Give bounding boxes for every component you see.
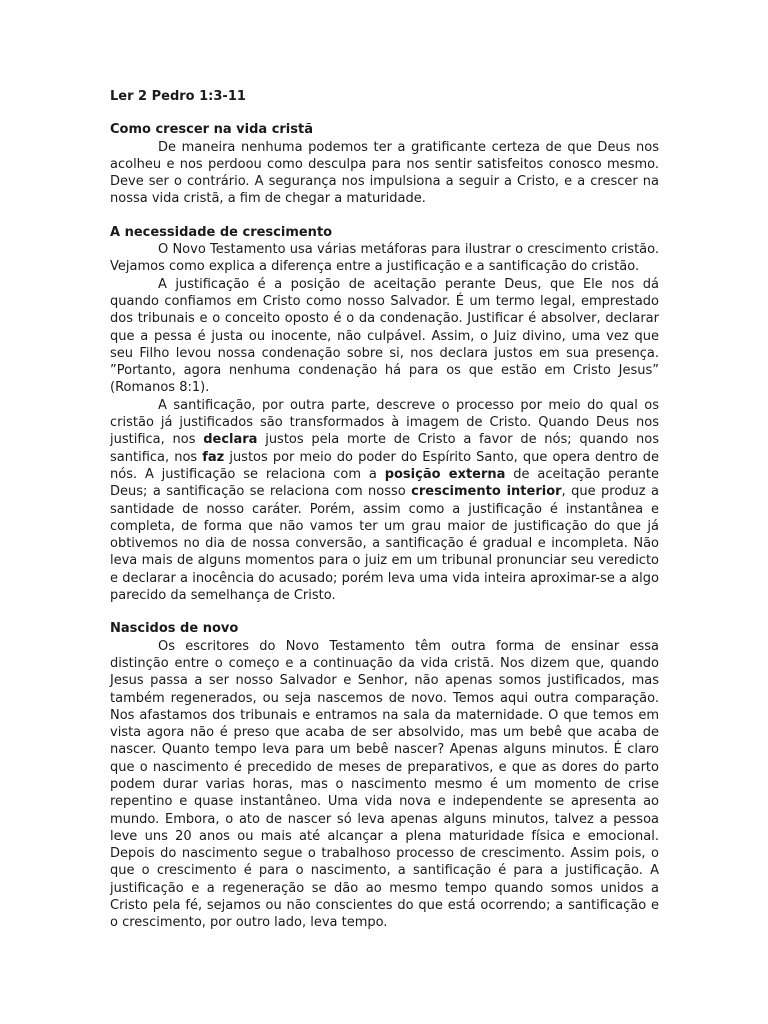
text-segment: A santificação, por outra parte, descreve o processo por meio do qual os cristão já justificados são transformados à imagem de Cristo. Quando Deus nos justifica, nos [110,397,659,448]
text-segment: justos pela morte de Cristo a favor de nós; quando nos santifica, nos [110,432,659,465]
document-page [110,88,659,932]
emphasis-faz: faz [202,449,225,465]
scripture-reference: Ler 2 Pedro 1:3-11 [110,89,246,104]
emphasis-crescimento-interior: crescimento interior [411,484,562,500]
emphasis-declara: declara [203,432,258,448]
paragraph-justification: A justificação é a posição de aceitação perante Deus, que Ele nos dá quando confiamos em Cristo como nosso Salvador. É um termo legal, emprestado dos tribunais e o conceito oposto é o da condenação. Justificar é absolver, declarar que a pessa é justa ou inocente, não culpável. Assim, o Juiz divino, uma vez que seu Filho levou nossa condenação sobre si, nos declara justos em sua presença. ”Portanto, agora nenhuma condenação há para os que estão em Cristo Jesus” (Romanos 8:1). [110,276,659,396]
emphasis-posicao-externa: posição externa [384,466,506,482]
section-heading-growth: A necessidade de crescimento [110,224,333,240]
section-heading-born-again: Nascidos de novo [110,621,239,637]
paragraph-metaphors: O Novo Testamento usa várias metáforas para ilustrar o crescimento cristão. Vejamos como explica a diferença entre a justificação e a santificação do cristão. [110,242,659,275]
paragraph-sanctification [110,397,659,605]
text-segment: , que produz a santidade de nosso caráter. Porém, assim como a justificação é instantânea e completa, de forma que não vamos ter um grau maior de justificação do que já obtivemos no dia de nossa conversão, a santificação é gradual e incompleta. Não leva mais de alguns momentos para o juiz em um tribunal pronunciar seu veredicto e declarar a inocência do acusado; porém leva uma vida inteira aproximar-se a algo parecido da semelhança de Cristo. [110,484,659,604]
document-title: Como crescer na vida cristã [110,122,313,138]
text-segment: justos por meio do poder do Espírito Santo, que opera dentro de nós. A justificação se relaciona com a [110,449,659,482]
paragraph-born-again: Os escritores do Novo Testamento têm outra forma de ensinar essa distinção entre o começo e a continuação da vida cristã. Nos dizem que, quando Jesus passa a ser nosso Salvador e Senhor, não apenas somos justificados, mas também regenerados, ou seja nascemos de novo. Temos aqui outra comparação. Nos afastamos dos tribunais e entramos na sala da maternidade. O que temos em vista agora não é preso que acaba de ser absolvido, mas um bebê que acaba de nascer. Quanto tempo leva para um bebê nascer? Apenas alguns minutos. É claro que o nascimento é precedido de meses de preparativos, e que as dores do parto podem durar varias horas, mas o nascimento mesmo é um momento de crise repentino e quase instantâneo. Uma vida nova e independente se apresenta ao mundo. Embora, o ato de nascer só leva apenas alguns minutos, talvez a pessoa leve uns 20 anos ou mais até alcançar a plena maturidade física e emocional. Depois do nascimento segue o trabalhoso processo de crescimento. Assim pois, o que o crescimento é para o nascimento, a santificação é para a justificação. A justificação e a regeneração se dão ao mesmo tempo quando somos unidos a Cristo pela fé, sejamos ou não conscientes do que está ocorrendo; a santificação e o crescimento, por outro lado, leva tempo. [110,638,659,931]
intro-paragraph: De maneira nenhuma podemos ter a gratificante certeza de que Deus nos acolheu e nos perdoou como desculpa para nos sentir satisfeitos conosco mesmo. Deve ser o contrário. A segurança nos impulsiona a seguir a Cristo, e a crescer na nossa vida cristã, a fim de chegar a maturidade. [110,139,659,207]
text-segment: de aceitação perante Deus; a santificação se relaciona com nosso [110,466,659,500]
